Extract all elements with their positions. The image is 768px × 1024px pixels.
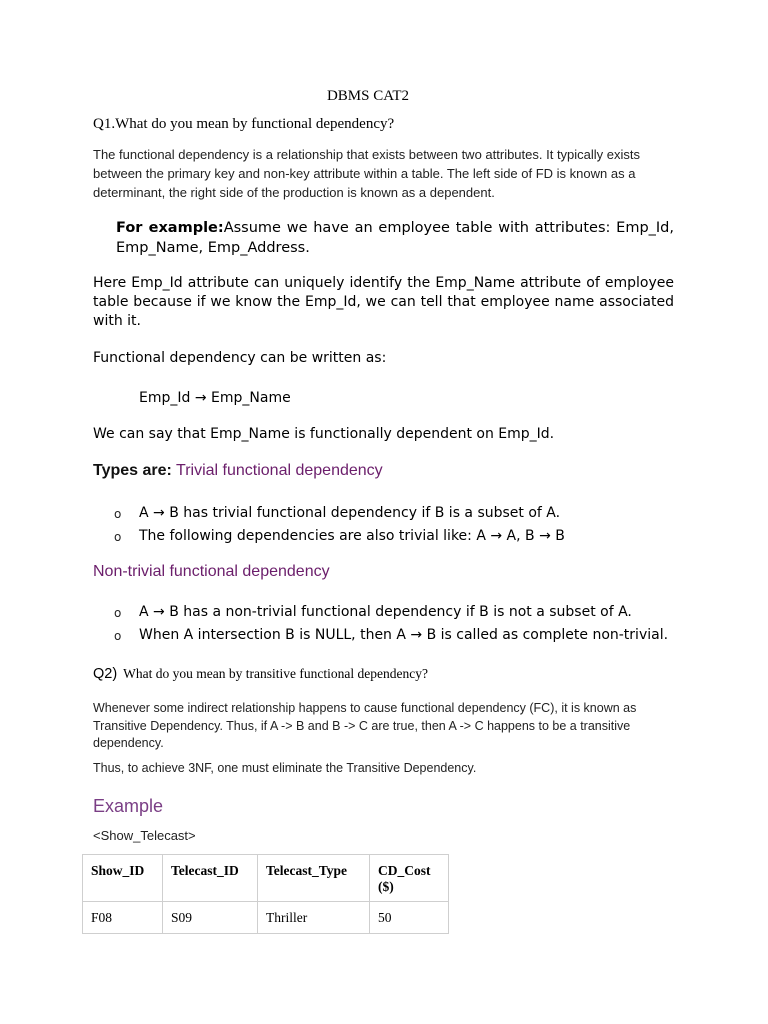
table-header-row — [83, 855, 449, 902]
list-item-text: The following dependencies are also trivial like: A → A, B → B — [139, 528, 565, 544]
nontrivial-list — [114, 601, 668, 647]
list-item-text: A → B has a non-trivial functional dependency if B is not a subset of A. — [139, 604, 632, 620]
column-header: Telecast_ID — [163, 855, 258, 902]
emp-id-paragraph: Here Emp_Id attribute can uniquely identify the Emp_Name attribute of employee table because if we know the Emp_Id, we can tell that employee name associated with it. — [93, 275, 674, 329]
example-label: For example: — [116, 220, 224, 236]
list-item — [114, 525, 565, 548]
types-heading — [93, 462, 383, 480]
example-text: Assume we have an employee table with attributes: Emp_Id, Emp_Name, Emp_Address. — [116, 220, 674, 256]
bullet-marker: o — [114, 507, 122, 521]
column-header: CD_Cost ($) — [370, 855, 449, 902]
table-cell: Thriller — [258, 902, 370, 934]
document-title: DBMS CAT2 — [326, 88, 410, 104]
q2-3nf-note: Thus, to achieve 3NF, one must eliminate the Transitive Dependency. — [93, 761, 477, 775]
trivial-heading: Trivial functional dependency — [176, 462, 383, 479]
q2-question — [93, 666, 428, 682]
list-item — [114, 624, 668, 647]
table-row — [83, 902, 449, 934]
table-caption: <Show_Telecast> — [93, 828, 196, 843]
bullet-marker: o — [114, 606, 122, 620]
list-item — [114, 502, 565, 525]
column-header: Show_ID — [83, 855, 163, 902]
list-item-text: A → B has trivial functional dependency if B is a subset of A. — [139, 505, 561, 521]
fd-written-as: Functional dependency can be written as: — [93, 350, 387, 366]
types-label: Types are: — [93, 462, 172, 479]
fd-conclusion: We can say that Emp_Name is functionally dependent on Emp_Id. — [93, 426, 555, 442]
q1-answer: The functional dependency is a relationship that exists between two attributes. It typically exists between the primary key and non-key attribute within a table. The left side of FD is known as a determinant, the right side of the production is known as a dependent. — [93, 147, 641, 200]
table-cell: 50 — [370, 902, 449, 934]
list-item-text: When A intersection B is NULL, then A → B is called as complete non-trivial. — [139, 627, 669, 643]
example-paragraph — [116, 218, 674, 258]
q2-number: Q2) — [93, 666, 118, 682]
example-heading: Example — [93, 796, 164, 816]
table-cell: F08 — [83, 902, 163, 934]
show-telecast-table — [82, 854, 449, 934]
q2-answer: Whenever some indirect relationship happens to cause functional dependency (FC), it is known as Transitive Dependency. Thus, if A -> B and B -> C are true, then A -> C happens to be a transitive dependency. — [93, 701, 637, 750]
q1-question: Q1.What do you mean by functional dependency? — [93, 116, 395, 132]
nontrivial-heading: Non-trivial functional dependency — [93, 563, 330, 580]
column-header: Telecast_Type — [258, 855, 370, 902]
q2-text: What do you mean by transitive functional dependency? — [123, 666, 428, 681]
list-item — [114, 601, 668, 624]
bullet-marker: o — [114, 530, 122, 544]
bullet-marker: o — [114, 629, 122, 643]
trivial-list — [114, 502, 565, 548]
table-cell: S09 — [163, 902, 258, 934]
fd-formula: Emp_Id → Emp_Name — [139, 390, 291, 406]
